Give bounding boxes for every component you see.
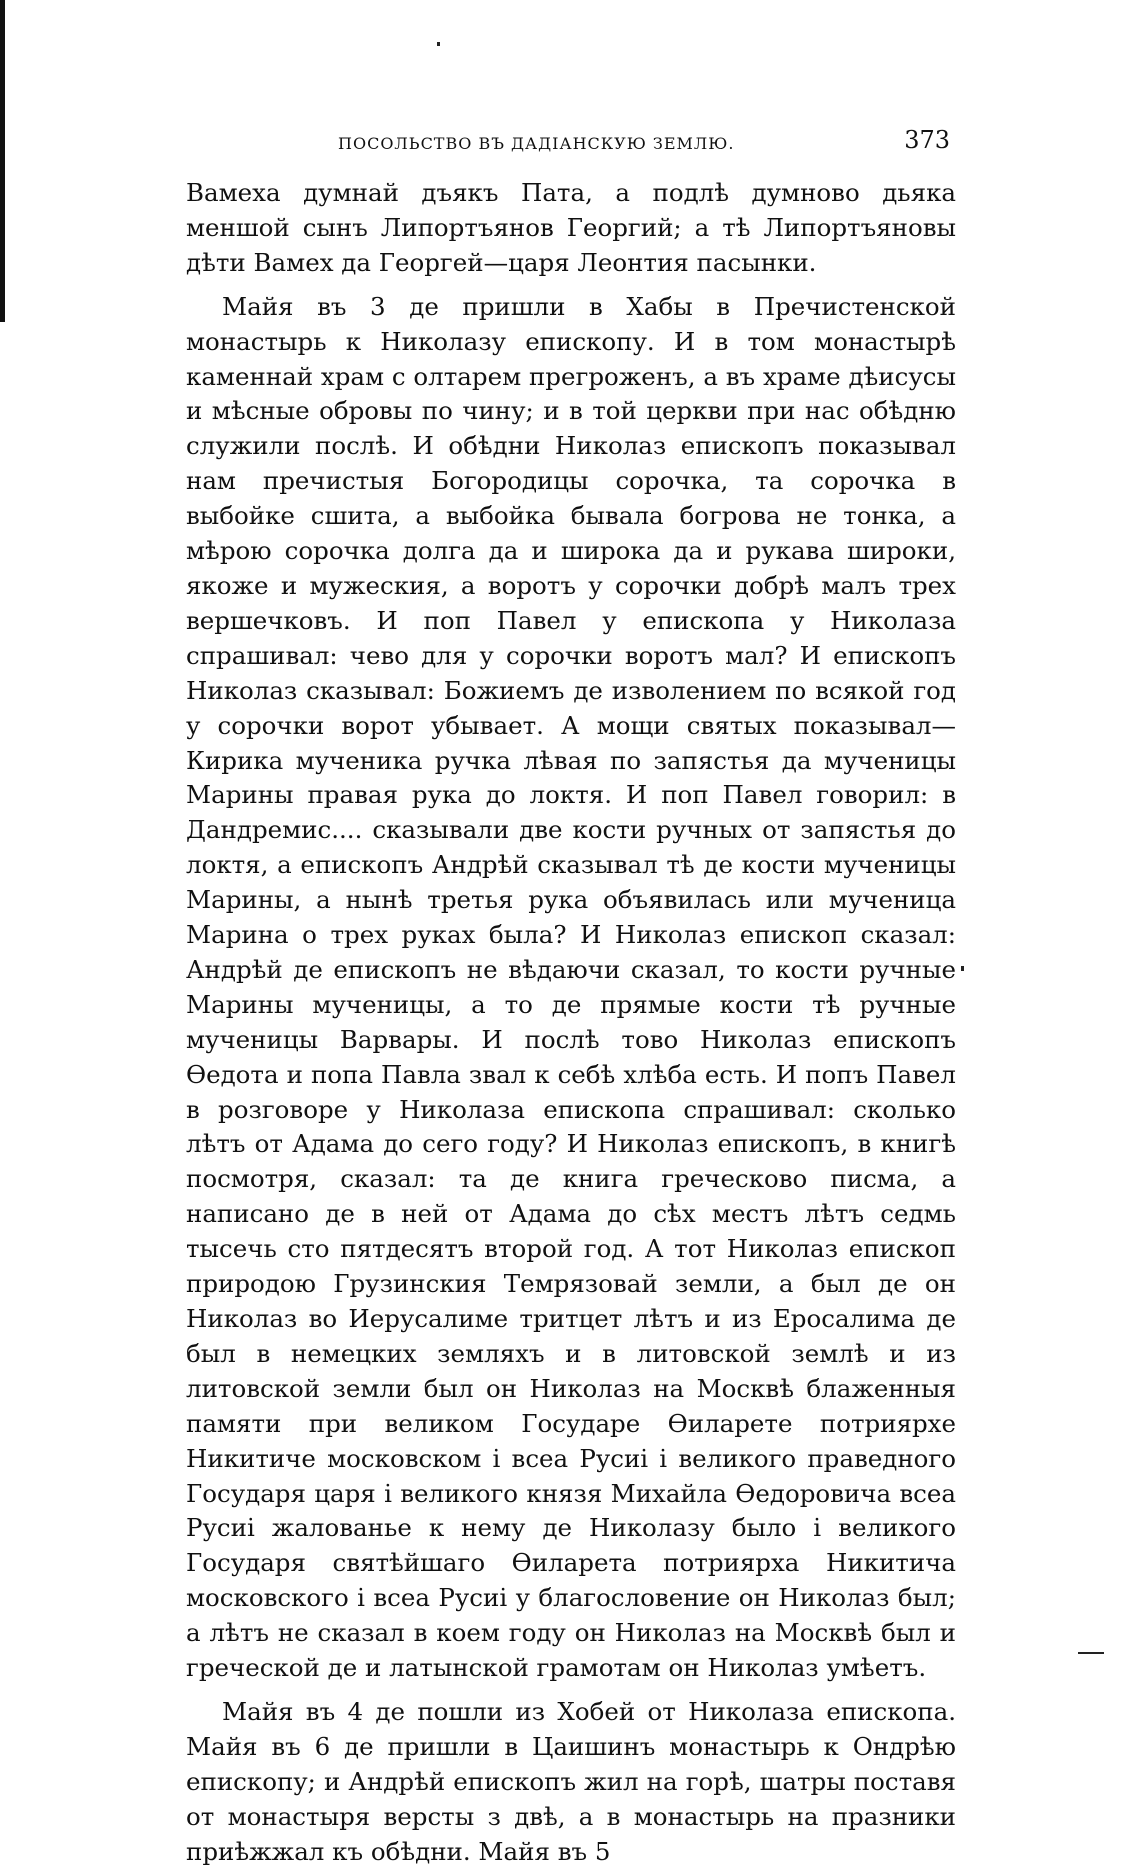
scan-speck [1078,1652,1104,1654]
paragraph: Майя въ 4 де пошли из Хобей от Николаза епископа. Майя въ 6 де пришли в Цаишинъ монастырь к Ондрѣю епископу; и Андрѣй епископъ жил на горѣ, шатры поставя от монастыря версты з двѣ, а в монастырь на празники приѣжжал къ обѣдни. Майя въ 5 [186,1696,956,1866]
scan-speck [437,42,440,46]
paragraph: Вамеха думнай дъякъ Пата, а подлѣ думново дьяка меншой сынъ Липортъянов Георгий; а тѣ Липортъяновы дѣти Вамех да Георгей—царя Леонтия пасынки. [186,178,956,277]
page-number: 373 [904,126,950,154]
scan-speck [961,966,964,971]
paragraph: Майя въ 3 де пришли в Хабы в Пречистенской монастырь к Николазу епископу. И в том монастырѣ каменнай храм с олтарем прегроженъ, а въ храме дѣисусы и мѣсные обровы по чину; и в той церкви при нас обѣдню служили послѣ. И обѣдни Николаз епископъ показывал нам пречистыя Богородицы сорочка, та сорочка в выбойке сшита, а выбойка бывала богрова не тонка, а мѣрою сорочка долга да и широка да и рукава широки, якоже и мужеския, а воротъ у сорочки добрѣ малъ трех вершечковъ. И поп Павел у епископа у Николаза спрашивал: чево для у сорочки воротъ мал? И епископъ Николаз сказывал: Божиемъ де изволением по всякой год у сорочки ворот убывает. А мощи святых показывал—Кирика мученика ручка лѣвая по запястья да мученицы Марины правая рука до локтя. И поп Павел говорил: в Дандремис.... сказывали две кости ручных от запястья до локтя, а епископъ Андрѣй сказывал тѣ де кости мученицы Марины, а нынѣ третья рука объявилась или мученица Марина о трех руках была? И Николаз епископ сказал: Андрѣй де епископъ не вѣдаючи сказал, то кости ручные Марины мученицы, а то де прямые кости тѣ ручные мученицы Варвары. И послѣ тово Николаз епископъ Өедота и попа Павла звал к себѣ хлѣба есть. И попъ Павел в розговоре у Николаза епископа спрашивал: сколько лѣтъ от Адама до сего году? И Николаз епископъ, в книгѣ посмотря, сказал: та де книга греческово писма, а написано де в ней от Адама до сѣх местъ лѣтъ седмь тысечь сто пятдесятъ второй год. А тот Николаз епископ природою Грузинския Темрязовай земли, а был де он Николаз во Иерусалиме тритцет лѣтъ и из Еросалима де был в немецких земляхъ и в литовской землѣ и из литовской земли был он Николаз на Москвѣ блаженныя памяти при великом Государе Өиларете потриярхе Никитиче московском і всеа Русиі і великого праведного Государя царя і великого князя Михайла Өедоровича всеа Русиі жалованье к нему де Николазу было і великого Государя святѣйшаго Өиларета потриярха Никитича московского і всеа Русиі у благословение он Николаз был; а лѣтъ не сказал в коем году он Николаз на Москвѣ был и греческой де и латынской грамотам он Николаз умѣетъ. [186,291,956,1683]
scan-edge-shadow [0,0,5,322]
running-title: ПОСОЛЬСТВО ВЪ ДАДІАНСКУЮ ЗЕМЛЮ. [338,134,735,153]
page-body [186,176,956,1870]
page-header [180,126,950,160]
